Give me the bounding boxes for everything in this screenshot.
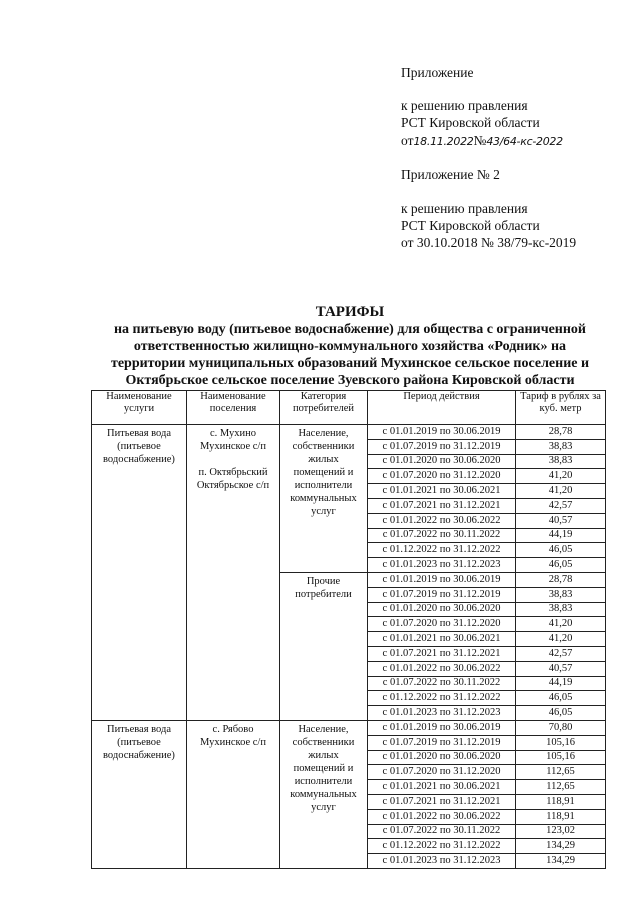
settlement-name: п. Октябрьский Октябрьское с/п <box>196 467 270 491</box>
period-cell: с 01.07.2020 по 31.12.2020 <box>368 765 516 780</box>
tariff-value: 28,78 <box>516 572 606 587</box>
period-cell: с 01.12.2022 по 31.12.2022 <box>368 839 516 854</box>
period-cell: с 01.07.2022 по 30.11.2022 <box>368 824 516 839</box>
period-cell: с 01.07.2021 по 31.12.2021 <box>368 794 516 809</box>
tariff-value: 112,65 <box>516 780 606 795</box>
period-cell: с 01.01.2021 по 30.06.2021 <box>368 632 516 647</box>
period-cell: с 01.01.2023 по 31.12.2023 <box>368 706 516 721</box>
header-settlement: Наименование поселения <box>187 391 280 425</box>
tariff-value: 46,05 <box>516 691 606 706</box>
header-tariff: Тариф в рублях за куб. метр <box>516 391 606 425</box>
period-cell: с 01.01.2021 по 30.06.2021 <box>368 484 516 499</box>
tariff-value: 112,65 <box>516 765 606 780</box>
from-prefix: от <box>401 133 414 148</box>
table-header-row <box>92 391 606 425</box>
header-period: Период действия <box>368 391 516 425</box>
period-cell: с 01.01.2020 по 30.06.2020 <box>368 602 516 617</box>
title-line1: на питьевую воду (питьевое водоснабжение) для общества с ограниченной <box>113 322 586 337</box>
tariff-value: 105,16 <box>516 750 606 765</box>
tariff-value: 41,20 <box>516 469 606 484</box>
tariff-value: 38,83 <box>516 602 606 617</box>
tariff-value: 38,83 <box>516 454 606 469</box>
number-sign: № <box>473 133 487 148</box>
period-cell: с 01.01.2019 по 30.06.2019 <box>368 720 516 735</box>
tariff-value: 44,19 <box>516 676 606 691</box>
tariff-value: 28,78 <box>516 425 606 440</box>
tariff-value: 41,20 <box>516 632 606 647</box>
table-body <box>92 425 606 869</box>
handwritten-date: 18.11.2022 <box>413 135 474 148</box>
tariff-value: 40,57 <box>516 661 606 676</box>
header-category: Категория потребителей <box>280 391 368 425</box>
org-name: РСТ Кировской области <box>401 115 540 130</box>
period-cell: с 01.12.2022 по 31.12.2022 <box>368 691 516 706</box>
document-title <box>80 304 620 389</box>
category-cell: Прочие потребители <box>280 572 368 720</box>
tariff-table <box>91 390 606 869</box>
period-cell: с 01.07.2019 по 31.12.2019 <box>368 587 516 602</box>
tariff-value: 118,91 <box>516 794 606 809</box>
tariff-value: 118,91 <box>516 809 606 824</box>
period-cell: с 01.07.2022 по 30.11.2022 <box>368 528 516 543</box>
header-service: Наименование услуги <box>92 391 187 425</box>
period-cell: с 01.01.2019 по 30.06.2019 <box>368 425 516 440</box>
decision-reference <box>401 132 563 150</box>
tariff-value: 41,20 <box>516 484 606 499</box>
period-cell: с 01.01.2022 по 30.06.2022 <box>368 661 516 676</box>
decision-line: к решению правления <box>401 98 528 113</box>
appendix-label: Приложение <box>401 65 474 80</box>
period-cell: с 01.01.2022 по 30.06.2022 <box>368 809 516 824</box>
title-line2: ответственностью жилищно-коммунального хозяйства «Родник» на <box>133 339 567 354</box>
tariff-value: 105,16 <box>516 735 606 750</box>
tariff-value: 123,02 <box>516 824 606 839</box>
settlement-cell <box>187 720 280 868</box>
period-cell: с 01.01.2023 по 31.12.2023 <box>368 558 516 573</box>
period-cell: с 01.01.2019 по 30.06.2019 <box>368 572 516 587</box>
category-cell: Население, собственники жилых помещений и исполнители коммунальных услуг <box>280 425 368 573</box>
decision-line2: к решению правления <box>401 201 528 216</box>
handwritten-number: 43/64-кс-2022 <box>486 135 563 148</box>
settlement-name: с. Рябово Мухинское с/п <box>200 723 266 748</box>
period-cell: с 01.07.2022 по 30.11.2022 <box>368 676 516 691</box>
tariff-value: 41,20 <box>516 617 606 632</box>
title-line4: Октябрьское сельское поселение Зуевского района Кировской области <box>125 373 575 388</box>
table-row <box>92 425 606 440</box>
service-cell: Питьевая вода (питьевое водоснабжение) <box>92 720 187 868</box>
period-cell: с 01.07.2019 по 31.12.2019 <box>368 439 516 454</box>
tariff-value: 38,83 <box>516 587 606 602</box>
tariff-value: 42,57 <box>516 498 606 513</box>
period-cell: с 01.07.2021 по 31.12.2021 <box>368 498 516 513</box>
org-name2: РСТ Кировской области <box>401 218 540 233</box>
tariff-value: 40,57 <box>516 513 606 528</box>
tariff-value: 134,29 <box>516 854 606 869</box>
period-cell: с 01.07.2019 по 31.12.2019 <box>368 735 516 750</box>
period-cell: с 01.01.2020 по 30.06.2020 <box>368 454 516 469</box>
tariff-value: 70,80 <box>516 720 606 735</box>
category-cell: Население, собственники жилых помещений и исполнители коммунальных услуг <box>280 720 368 868</box>
settlement-name: с. Мухино Мухинское с/п <box>200 428 266 452</box>
title-line3: территории муниципальных образований Мухинское сельское поселение и <box>110 356 590 371</box>
settlement-cell <box>187 425 280 721</box>
appendix2-label: Приложение № 2 <box>401 167 500 182</box>
period-cell: с 01.07.2021 по 31.12.2021 <box>368 646 516 661</box>
period-cell: с 01.07.2020 по 31.12.2020 <box>368 469 516 484</box>
tariff-value: 46,05 <box>516 543 606 558</box>
tariff-value: 42,57 <box>516 646 606 661</box>
period-cell: с 01.01.2022 по 30.06.2022 <box>368 513 516 528</box>
service-cell: Питьевая вода (питьевое водоснабжение) <box>92 425 187 721</box>
old-decision-reference: от 30.10.2018 № 38/79-кс-2019 <box>401 235 577 250</box>
tariff-value: 134,29 <box>516 839 606 854</box>
period-cell: с 01.01.2020 по 30.06.2020 <box>368 750 516 765</box>
tariff-value: 46,05 <box>516 706 606 721</box>
period-cell: с 01.01.2021 по 30.06.2021 <box>368 780 516 795</box>
period-cell: с 01.07.2020 по 31.12.2020 <box>368 617 516 632</box>
period-cell: с 01.01.2023 по 31.12.2023 <box>368 854 516 869</box>
tariff-value: 38,83 <box>516 439 606 454</box>
table-row <box>92 720 606 735</box>
period-cell: с 01.12.2022 по 31.12.2022 <box>368 543 516 558</box>
tariff-value: 44,19 <box>516 528 606 543</box>
tariff-value: 46,05 <box>516 558 606 573</box>
title-heading: ТАРИФЫ <box>315 304 385 320</box>
